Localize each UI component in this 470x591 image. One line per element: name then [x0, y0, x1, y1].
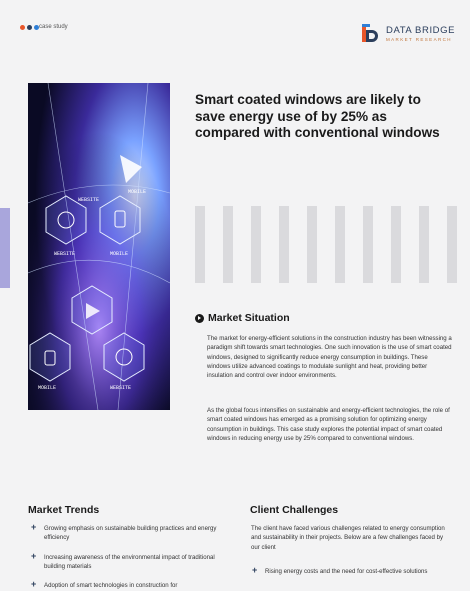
dot-orange: [20, 25, 25, 30]
stripe: [223, 206, 233, 283]
data-bridge-logo-icon: [360, 22, 382, 46]
side-accent-bar: [0, 208, 10, 288]
stripe: [391, 206, 401, 283]
market-situation-paragraph: As the global focus intensifies on sustainable and energy-efficient technologies, the role of smart coated windows has emerged as a promising solution for optimizing energy consumption in buildings. This case study explores the potential impact of smart coated windows in reducing energy use by 25% compared to conventional windows.: [207, 407, 450, 442]
market-situation-paragraph: The market for energy-efficient solutions in the construction industry has been witnessing a paradigm shift towards smart technologies. One such innovation is the use of smart coated windows, designed to significantly reduce energy consumption in buildings. These windows utilize advanced coatings to modulate sunlight and heat, providing better insulation and control over indoor environments.: [207, 335, 452, 380]
client-challenges-title: Client Challenges: [250, 504, 339, 516]
client-challenges-intro: The client have faced various challenges related to energy consumption and sustainability in their projects. Below are a few challenges faced by our client: [251, 525, 445, 551]
stripe: [307, 206, 317, 283]
data-bridge-logo[interactable]: [360, 22, 455, 46]
image-label: WEBSITE: [110, 385, 132, 391]
top-bar: [0, 0, 470, 60]
image-label: WEBSITE: [54, 251, 76, 257]
brand-dots: [20, 25, 39, 30]
stripe: [335, 206, 345, 283]
section-title: Market Situation: [208, 312, 290, 324]
logo-name: DATA BRIDGE: [386, 25, 456, 36]
stripe: [363, 206, 373, 283]
client-challenges-list: [251, 567, 451, 576]
list-item: + Adoption of smart technologies in construction for: [30, 581, 235, 590]
list-item: + Increasing awareness of the environmental impact of traditional building materials: [30, 553, 235, 572]
stripe: [251, 206, 261, 283]
stripe: [419, 206, 429, 283]
market-situation-heading: [195, 312, 290, 324]
headline: Smart coated windows are likely to save energy use of by 25% as compared with conventional windows: [195, 92, 440, 140]
dot-navy: [27, 25, 32, 30]
play-bullet-icon: [195, 314, 204, 323]
hero-image: [28, 83, 170, 410]
market-trends-list: [30, 524, 235, 591]
hero-illustration: [28, 83, 170, 410]
market-trends-title: Market Trends: [28, 504, 100, 516]
image-label: MOBILE: [128, 189, 147, 195]
stripe: [279, 206, 289, 283]
image-label: WEBSITE: [78, 197, 100, 203]
image-label: MOBILE: [38, 385, 57, 391]
stripe: [195, 206, 205, 283]
case-study-tag: case study: [39, 24, 68, 30]
image-label: MOBILE: [110, 251, 129, 257]
list-item: + Rising energy costs and the need for cost-effective solutions: [251, 567, 451, 576]
logo-subtitle: MARKET RESEARCH: [386, 36, 452, 42]
list-item: + Growing emphasis on sustainable building practices and energy efficiency: [30, 524, 235, 543]
stripe: [447, 206, 457, 283]
